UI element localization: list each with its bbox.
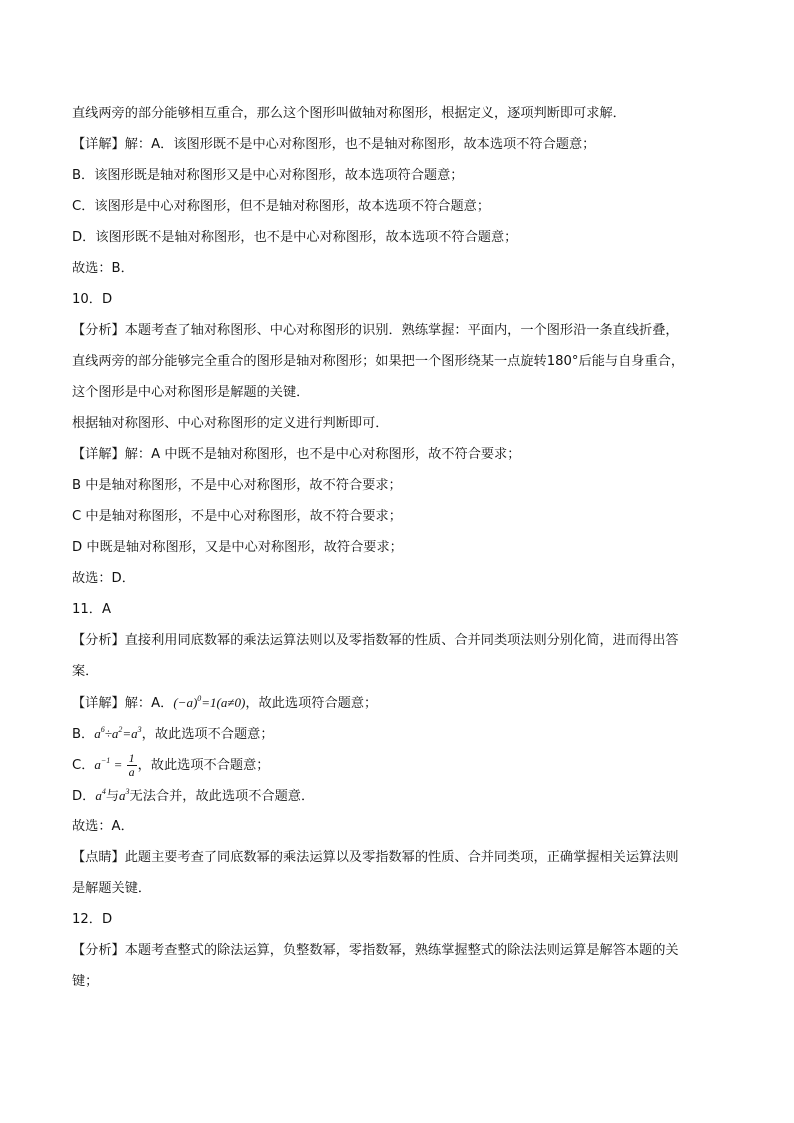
- text-line: 故选：D．: [72, 571, 135, 586]
- math-operator: ÷a: [104, 726, 119, 741]
- math-exponent: 0: [197, 694, 202, 703]
- question-number: 11．A: [72, 602, 111, 617]
- text-line: 【分析】本题考查整式的除法运算，负整数幂，零指数幂，熟练掌握整式的除法法则运算是解答本题的关: [72, 943, 679, 958]
- detail-option-a: [72, 687, 722, 718]
- option-prefix: B．: [72, 727, 95, 742]
- text-line: 直线两旁的部分能够完全重合的图形是轴对称图形；如果把一个图形绕某一点旋转180°后能与自身重合，: [72, 354, 685, 369]
- math-equals: =: [110, 757, 126, 772]
- math-exponent: −1: [100, 756, 111, 765]
- math-expression: [94, 757, 125, 772]
- text-line: 故选：A．: [72, 819, 134, 834]
- math-base: a: [95, 788, 102, 803]
- text-line: 案．: [72, 664, 99, 679]
- option-prefix: C．: [72, 758, 95, 773]
- text-line: 直线两旁的部分能够相互重合，那么这个图形叫做轴对称图形，根据定义，逐项判断即可求解．: [72, 106, 626, 121]
- option-prefix: D．: [72, 789, 96, 804]
- connector-text: 与: [105, 789, 120, 804]
- fraction-denominator: a: [128, 764, 135, 779]
- text-line: 【详解】解：A．该图形既不是中心对称图形，也不是轴对称图形，故本选项不符合题意；: [72, 137, 596, 152]
- math-exponent: 3: [137, 725, 142, 734]
- text-line: B．该图形既是轴对称图形又是中心对称图形，故本选项符合题意；: [72, 168, 464, 183]
- math-base: (−a): [173, 695, 198, 710]
- question-number: 10．D: [72, 292, 113, 307]
- document-page: [72, 98, 722, 997]
- text-line: 【详解】解：A 中既不是轴对称图形，也不是中心对称图形，故不符合要求；: [72, 447, 521, 462]
- text-line: 故选：B．: [72, 261, 134, 276]
- text-line: 【点睛】此题主要考查了同底数幂的乘法运算以及零指数幂的性质、合并同类项，正确掌握相关运算法则: [72, 850, 679, 865]
- text-line: D．该图形既不是轴对称图形，也不是中心对称图形，故本选项不符合题意；: [72, 230, 518, 245]
- option-prefix: 【详解】解：A．: [72, 696, 174, 711]
- math-fraction: [127, 752, 137, 779]
- math-exponent: 2: [118, 725, 123, 734]
- option-suffix: ，故此选项不合题意；: [137, 758, 270, 773]
- math-exponent: 4: [101, 787, 106, 796]
- math-equals: =a: [122, 726, 138, 741]
- math-base: a: [94, 726, 101, 741]
- fraction-numerator: 1: [128, 750, 135, 765]
- text-line: 是解题关键．: [72, 881, 152, 896]
- math-base: a: [94, 757, 101, 772]
- text-line: 【分析】直接利用同底数幂的乘法运算法则以及零指数幂的性质、合并同类项法则分别化简，进而得出答: [72, 633, 679, 648]
- math-base: a: [119, 788, 126, 803]
- text-line: 【分析】本题考查了轴对称图形、中心对称图形的识别．熟练掌握：平面内，一个图形沿一条直线折叠，: [72, 323, 679, 338]
- math-rest: =1(a≠0): [201, 695, 246, 710]
- question-number: 12．D: [72, 912, 113, 927]
- math-expression: [119, 788, 130, 803]
- detail-option-d: [72, 780, 722, 811]
- detail-option-c: [72, 749, 722, 780]
- math-expression: [173, 695, 245, 710]
- text-line: 这个图形是中心对称图形是解题的关键．: [72, 385, 310, 400]
- math-exponent: 6: [100, 725, 105, 734]
- option-suffix: ，故此选项不合题意；: [141, 727, 274, 742]
- detail-option-b: [72, 718, 722, 749]
- text-line: B 中是轴对称图形，不是中心对称图形，故不符合要求；: [72, 478, 402, 493]
- math-expression: [94, 726, 141, 741]
- option-suffix: ，故此选项符合题意；: [245, 696, 378, 711]
- math-expression: [95, 788, 106, 803]
- text-line: 键；: [72, 974, 99, 989]
- text-line: C 中是轴对称图形，不是中心对称图形，故不符合要求；: [72, 509, 402, 524]
- text-line: C．该图形是中心对称图形，但不是轴对称图形，故本选项不符合题意；: [72, 199, 491, 214]
- option-suffix: 无法合并，故此选项不合题意．: [129, 789, 315, 804]
- text-line: 根据轴对称图形、中心对称图形的定义进行判断即可．: [72, 416, 389, 431]
- text-line: D 中既是轴对称图形，又是中心对称图形，故符合要求；: [72, 540, 403, 555]
- math-exponent: 3: [125, 787, 130, 796]
